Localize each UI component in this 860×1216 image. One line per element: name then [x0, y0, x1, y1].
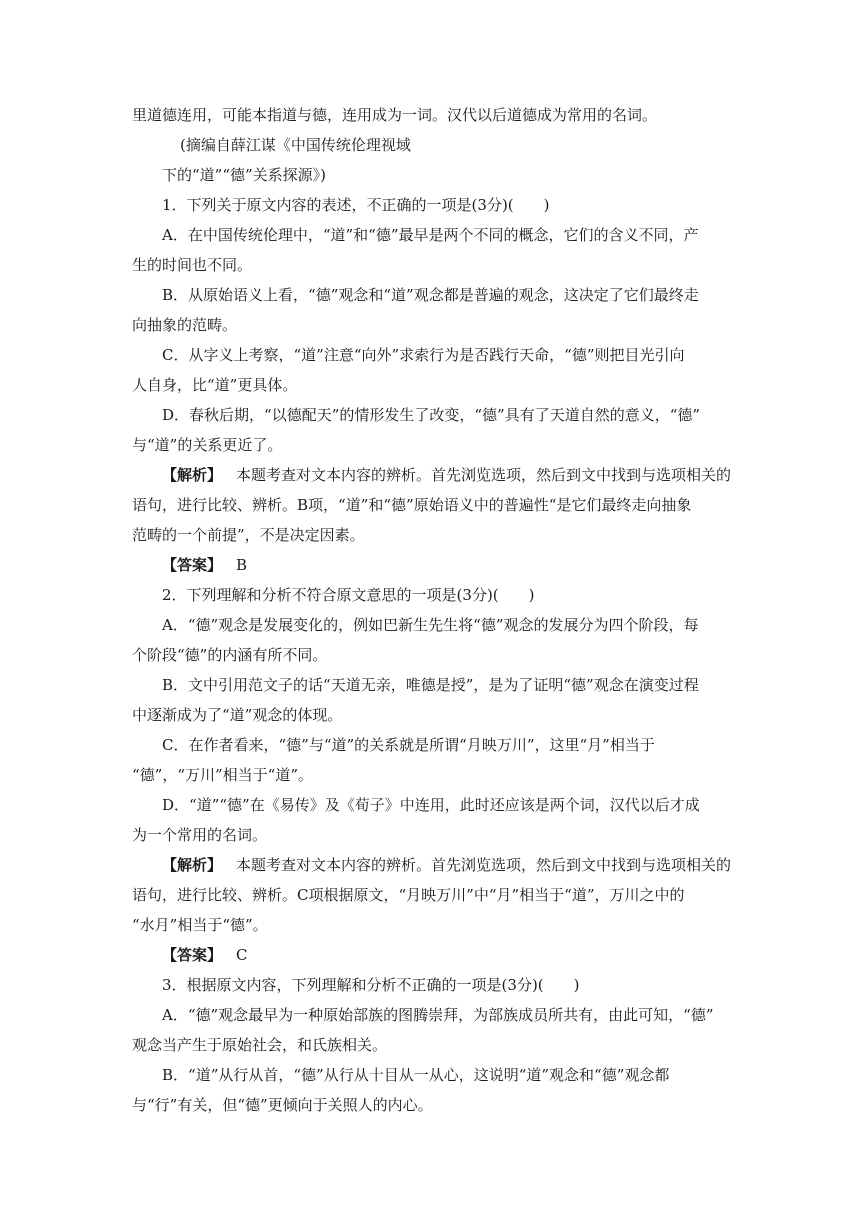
source-citation: (摘编自薛江谋《中国传统伦理视域: [180, 136, 411, 154]
text-line: 范畴的一个前提”，不是决定因素。: [132, 526, 365, 544]
text-line: D．春秋后期，“以德配天”的情形发生了改变，“德”具有了天道自然的意义，“德”: [162, 406, 701, 424]
annotation-line: [132, 850, 732, 880]
text-line: 个阶段“德”的内涵有所不同。: [132, 646, 328, 664]
text-line: 下的“道”“德”关系探源》): [162, 166, 327, 184]
annotation-text: B: [236, 556, 248, 574]
text-line: 2．下列理解和分析不符合原文意思的一项是(3分)( ): [162, 586, 535, 604]
text-line: 里道德连用，可能本指道与德，连用成为一词。汉代以后道德成为常用的名词。: [132, 106, 658, 124]
annotation-line: [132, 550, 718, 580]
text-line: 生的时间也不同。: [132, 256, 253, 274]
text-line: 人自身，比“道”更具体。: [132, 376, 298, 394]
text-line: 与“道”的关系更近了。: [132, 436, 283, 454]
text-line: 观念当产生于原始社会，和氏族相关。: [132, 1036, 388, 1054]
annotation-line: [132, 460, 732, 490]
annotation-text: 本题考查对文本内容的辨析。首先浏览选项，然后到文中找到与选项相关的: [236, 466, 732, 484]
text-line: B．从原始语义上看，“德”观念和“道”观念都是普遍的观念，这决定了它们最终走: [162, 286, 699, 304]
text-line: 与“行”有关，但“德”更倾向于关照人的内心。: [132, 1096, 433, 1114]
annotation-label: 【答案】: [162, 946, 223, 964]
text-line: B．文中引用范文子的话“天道无亲，唯德是授”，是为了证明“德”观念在演变过程: [162, 676, 699, 694]
text-line: D．“道”“德”在《易传》及《荀子》中连用，此时还应该是两个词，汉代以后才成: [162, 796, 700, 814]
text-line: 向抽象的范畴。: [132, 316, 238, 334]
text-line: A．“德”观念最早为一种原始部族的图腾崇拜，为部族成员所共有，由此可知，“德”: [162, 1006, 714, 1024]
text-line: 3．根据原文内容，下列理解和分析不正确的一项是(3分)( ): [162, 976, 580, 994]
text-line: A．在中国传统伦理中，“道”和“德”最早是两个不同的概念，它们的含义不同，产: [162, 226, 699, 244]
text-line: 语句，进行比较、辨析。C项根据原文，“月映万川”中“月”相当于“道”，万川之中的: [132, 886, 685, 904]
text-line: 中逐渐成为了“道”观念的体现。: [132, 706, 343, 724]
annotation-text: C: [236, 946, 248, 964]
document-body: [132, 100, 732, 1120]
text-line: 语句，进行比较、辨析。B项，“道”和“德”原始语义中的普遍性“是它们最终走向抽象: [132, 496, 692, 514]
text-line: 1．下列关于原文内容的表述，不正确的一项是(3分)( ): [162, 196, 550, 214]
text-line: “德”，“万川”相当于“道”。: [132, 766, 314, 784]
text-line: C．从字义上考察，“道”注意“向外”求索行为是否践行天命，“德”则把目光引向: [162, 346, 685, 364]
annotation-text: 本题考查对文本内容的辨析。首先浏览选项，然后到文中找到与选项相关的: [236, 856, 732, 874]
annotation-label: 【解析】: [162, 856, 223, 874]
text-line: “水月”相当于“德”。: [132, 916, 268, 934]
annotation-label: 【答案】: [162, 556, 223, 574]
text-line: C．在作者看来，“德”与“道”的关系就是所谓“月映万川”，这里“月”相当于: [162, 736, 655, 754]
text-line: B．“道”从行从首，“德”从行从十目从一从心，这说明“道”观念和“德”观念都: [162, 1066, 670, 1084]
text-line: A．“德”观念是发展变化的，例如巴新生先生将“德”观念的发展分为四个阶段，每: [162, 616, 699, 634]
annotation-line: [132, 940, 718, 970]
annotation-label: 【解析】: [162, 466, 223, 484]
text-line: 为一个常用的名词。: [132, 826, 268, 844]
